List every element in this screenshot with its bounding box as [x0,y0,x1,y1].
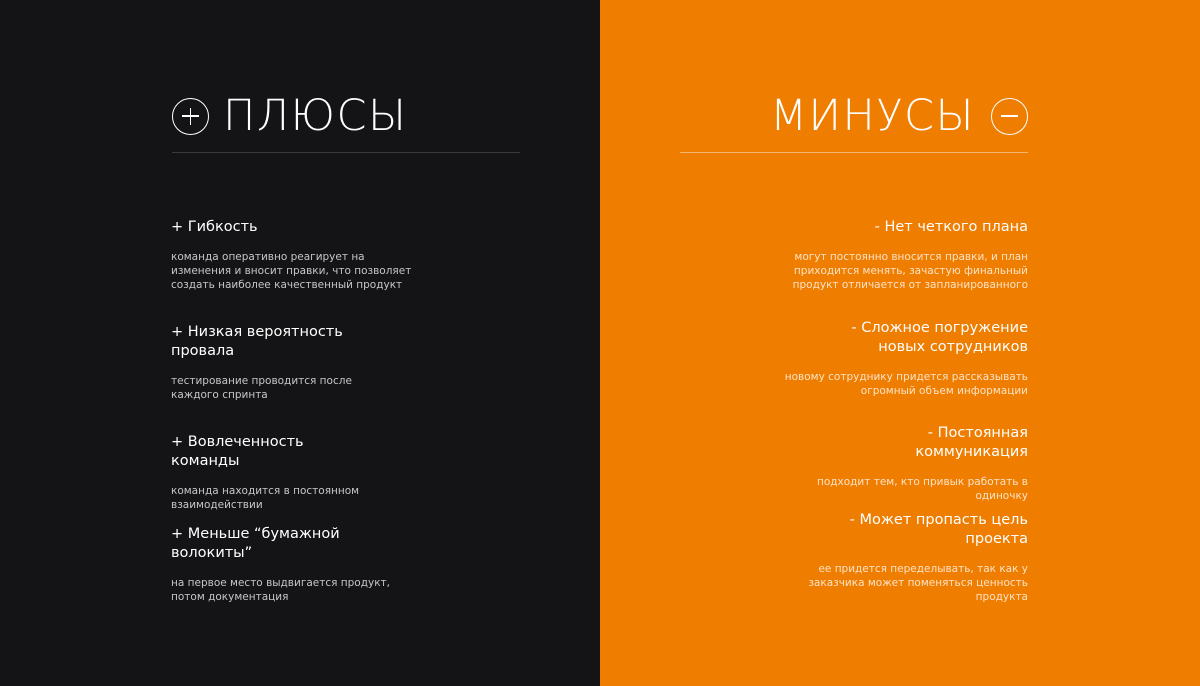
cons-panel [600,0,1200,686]
cons-item-project-goal [768,511,1028,604]
pros-item-title: + Вовлеченность команды [171,434,304,469]
pros-heading [172,88,407,144]
pros-item-flexibility [171,218,431,292]
cons-item-title: - Сложное погружение новых сотрудников [851,320,1028,355]
pros-title: ПЛЮСЫ [223,90,408,141]
pros-item-description: тестирование проводится после каждого спринта [171,375,352,401]
cons-item-description: ее придется переделывать, так как у заказчика может поменяться ценность продукта [808,563,1028,603]
pros-item-less-paperwork [171,525,431,604]
cons-item-title: - Может пропасть цель проекта [849,512,1028,547]
pros-divider [172,152,520,153]
cons-item-title: - Нет четкого плана [874,219,1028,235]
pros-item-description: на первое место выдвигается продукт, потом документация [171,577,390,603]
cons-divider [680,152,1028,153]
pros-item-description: команда находится в постоянном взаимодействии [171,485,360,511]
minus-circle-icon [991,98,1028,135]
cons-item-onboarding [768,319,1028,398]
cons-title: МИНУСЫ [769,90,975,141]
cons-item-description: новому сотруднику придется рассказывать огромный объем информации [784,371,1028,397]
pros-item-description: команда оперативно реагирует на изменения и вносит правки, что позволяет создать наиболее качественный продукт [171,251,412,291]
pros-item-title: + Меньше “бумажной волокиты” [171,526,340,561]
cons-item-title: - Постоянная коммуникация [915,425,1028,460]
cons-item-description: могут постоянно вносится правки, и план приходится менять, зачастую финальный продукт отличается от запланированного [792,251,1028,291]
pros-item-title: + Низкая вероятность провала [171,324,343,359]
pros-item-low-failure [171,323,431,402]
cons-item-description: подходит тем, кто привык работать в одиночку [816,476,1028,502]
pros-item-team-involvement [171,433,431,512]
cons-heading [770,88,1028,144]
cons-item-no-clear-plan [768,218,1028,292]
cons-item-communication [768,424,1028,503]
plus-circle-icon [172,98,209,135]
pros-item-title: + Гибкость [171,219,258,235]
